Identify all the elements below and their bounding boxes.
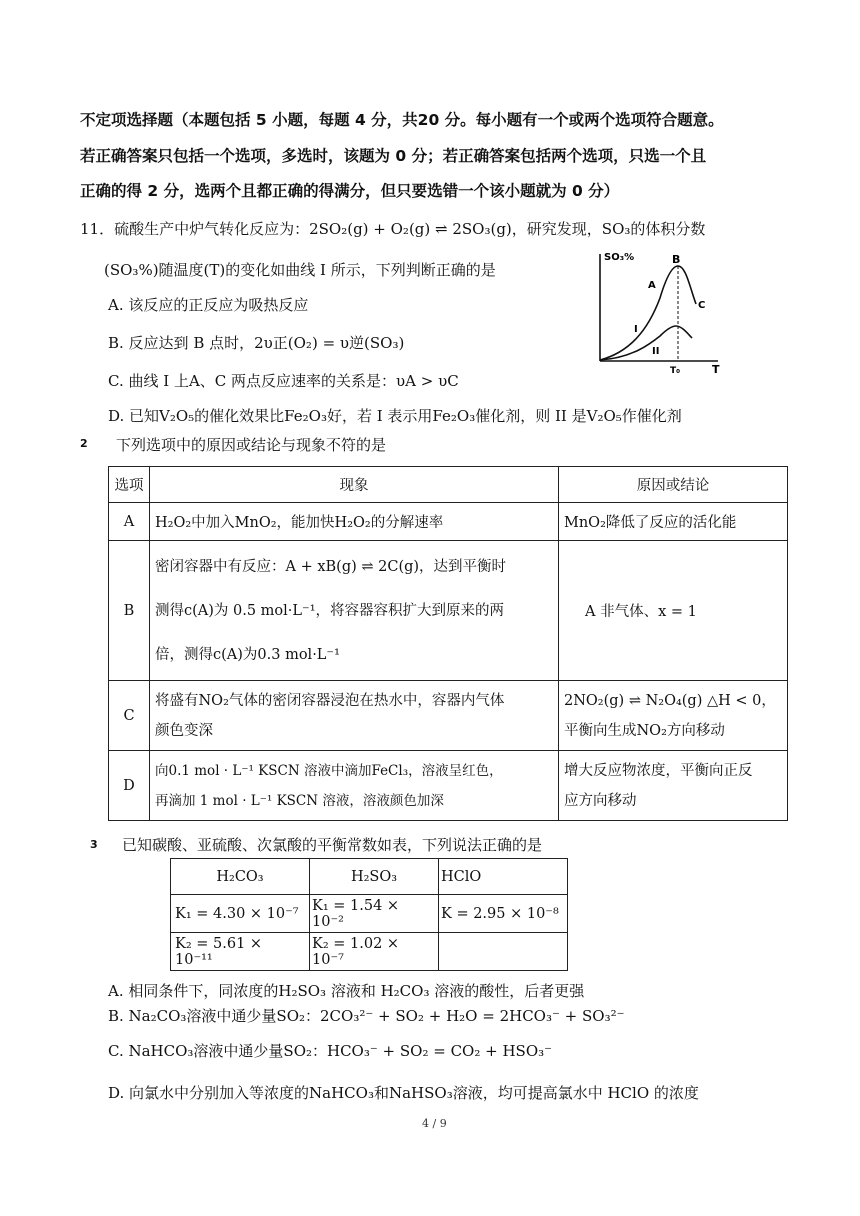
q13-k1-h2so3: K₁ = 1.54 × 10⁻² xyxy=(310,895,439,933)
q12-row-b-cause xyxy=(559,541,788,681)
q12-row-b-option: B xyxy=(109,541,150,681)
q13-number: 3 xyxy=(90,838,98,851)
q12-stem: 下列选项中的原因或结论与现象不符的是 xyxy=(116,436,387,454)
q11-stem-line2: (SO₃%)随温度(T)的变化如曲线 I 所示，下列判断正确的是 xyxy=(104,261,496,279)
q12-row-a-cause xyxy=(559,503,788,541)
section-instructions-line1: 不定项选择题（本题包括 5 小题，每题 4 分，共20 分。每小题有一个或两个选项符合题意。 xyxy=(80,111,724,129)
graph-t0: T₀ xyxy=(670,366,681,376)
q12-table-header-option: 选项 xyxy=(109,467,150,503)
section-instructions-line3: 正确的得 2 分，选两个且都正确的得满分，但只要选错一个该小题就为 0 分） xyxy=(80,182,620,200)
q12-row-d-phenomenon xyxy=(150,751,559,821)
q12-row-b-phenomenon xyxy=(150,541,559,681)
q13-table-header-h2co3: H₂CO₃ xyxy=(171,859,310,895)
graph-curve-1: I xyxy=(634,324,638,335)
q12-row-d-phen-line2: 再滴加 1 mol · L⁻¹ KSCN 溶液，溶液颜色加深 xyxy=(155,792,444,809)
q13-option-b: B. Na₂CO₃溶液中通少量SO₂：2CO₃²⁻ + SO₂ + H₂O = 2HCO₃⁻ + SO₃²⁻ xyxy=(108,1007,625,1025)
table-row xyxy=(109,751,788,821)
q12-row-a-option: A xyxy=(109,503,150,541)
graph-point-a: A xyxy=(648,280,656,291)
q12-row-d-cause-line1: 增大反应物浓度，平衡向正反 xyxy=(564,762,753,779)
q13-option-a: A. 相同条件下，同浓度的H₂SO₃ 溶液和 H₂CO₃ 溶液的酸性，后者更强 xyxy=(108,982,585,1000)
graph-point-b: B xyxy=(672,253,681,266)
q11-graph xyxy=(590,248,725,378)
table-row xyxy=(171,933,568,971)
q12-row-a-phenomenon xyxy=(150,503,559,541)
q13-k1-h2co3: K₁ = 4.30 × 10⁻⁷ xyxy=(171,895,310,933)
table-row xyxy=(109,503,788,541)
q13-k2-h2so3: K₂ = 1.02 × 10⁻⁷ xyxy=(310,933,439,971)
page-number: 4 / 9 xyxy=(422,1117,447,1130)
q11-option-d: D. 已知V₂O₅的催化效果比Fe₂O₃好，若 I 表示用Fe₂O₃催化剂，则 II 是V₂O₅作催化剂 xyxy=(108,407,682,425)
q12-table-header-phenomenon: 现象 xyxy=(150,467,559,503)
q11-option-c: C. 曲线 I 上A、C 两点反应速率的关系是：υA > υC xyxy=(108,372,459,390)
q12-row-c-phenomenon xyxy=(150,681,559,751)
q13-option-d: D. 向氯水中分别加入等浓度的NaHCO₃和NaHSO₃溶液，均可提高氯水中 HClO 的浓度 xyxy=(108,1084,699,1102)
q11-option-b: B. 反应达到 B 点时，2υ正(O₂) = υ逆(SO₃) xyxy=(108,334,405,352)
q13-table-header-h2so3: H₂SO₃ xyxy=(310,859,439,895)
q12-row-d-cause-line2: 应方向移动 xyxy=(564,792,637,809)
q13-table xyxy=(170,858,568,971)
q12-row-b-phen-line3: 倍，测得c(A)为0.3 mol·L⁻¹ xyxy=(155,646,340,663)
q12-row-b-phen-line2: 测得c(A)为 0.5 mol·L⁻¹，将容器容积扩大到原来的两 xyxy=(155,602,505,619)
graph-point-c: C xyxy=(698,300,706,311)
q12-row-c-phen-line1: 将盛有NO₂气体的密闭容器浸泡在热水中，容器内气体 xyxy=(155,692,505,709)
q12-row-d-phen-line1: 向0.1 mol · L⁻¹ KSCN 溶液中滴加FeCl₃，溶液呈红色， xyxy=(155,762,503,779)
q12-table-header-cause: 原因或结论 xyxy=(559,467,788,503)
table-row xyxy=(171,895,568,933)
q13-empty-cell xyxy=(439,933,568,971)
q12-row-d-option: D xyxy=(109,751,150,821)
q11-stem-line1: 11．硫酸生产中炉气转化反应为：2SO₂(g) + O₂(g) ⇌ 2SO₃(g)，研究发现，SO₃的体积分数 xyxy=(80,220,706,238)
q12-row-c-phen-line2: 颜色变深 xyxy=(155,722,213,739)
q12-table xyxy=(108,466,788,821)
graph-xlabel: T xyxy=(712,363,720,376)
q13-option-c: C. NaHCO₃溶液中通少量SO₂：HCO₃⁻ + SO₂ = CO₂ + HSO₃⁻ xyxy=(108,1042,553,1060)
q13-stem: 已知碳酸、亚硫酸、次氯酸的平衡常数如表，下列说法正确的是 xyxy=(122,836,543,854)
q12-row-c-option: C xyxy=(109,681,150,751)
q13-table-header-hclo: HClO xyxy=(439,859,568,895)
q11-option-a: A. 该反应的正反应为吸热反应 xyxy=(108,296,309,314)
q12-row-b-cause-line1: A 非气体、x = 1 xyxy=(585,604,697,620)
graph-ylabel: SO₃% xyxy=(604,252,635,263)
q12-row-a-cause-line1: MnO₂降低了反应的活化能 xyxy=(564,515,737,531)
table-row xyxy=(109,541,788,681)
table-row xyxy=(109,681,788,751)
q12-row-c-cause xyxy=(559,681,788,751)
q12-row-c-cause-line1: 2NO₂(g) ⇌ N₂O₄(g) △H < 0， xyxy=(564,692,776,709)
q13-k-hclo: K = 2.95 × 10⁻⁸ xyxy=(439,895,568,933)
q13-k2-h2co3: K₂ = 5.61 × 10⁻¹¹ xyxy=(171,933,310,971)
section-instructions-line2: 若正确答案只包括一个选项，多选时，该题为 0 分；若正确答案包括两个选项，只选一个且 xyxy=(80,147,707,165)
q12-number: 2 xyxy=(80,437,88,450)
graph-curve-2: II xyxy=(652,346,660,357)
q12-row-b-phen-line1: 密闭容器中有反应：A + xB(g) ⇌ 2C(g)，达到平衡时 xyxy=(155,558,507,575)
q12-row-a-phen-line1: H₂O₂中加入MnO₂，能加快H₂O₂的分解速率 xyxy=(155,515,444,531)
q12-row-d-cause xyxy=(559,751,788,821)
q12-row-c-cause-line2: 平衡向生成NO₂方向移动 xyxy=(564,722,725,739)
